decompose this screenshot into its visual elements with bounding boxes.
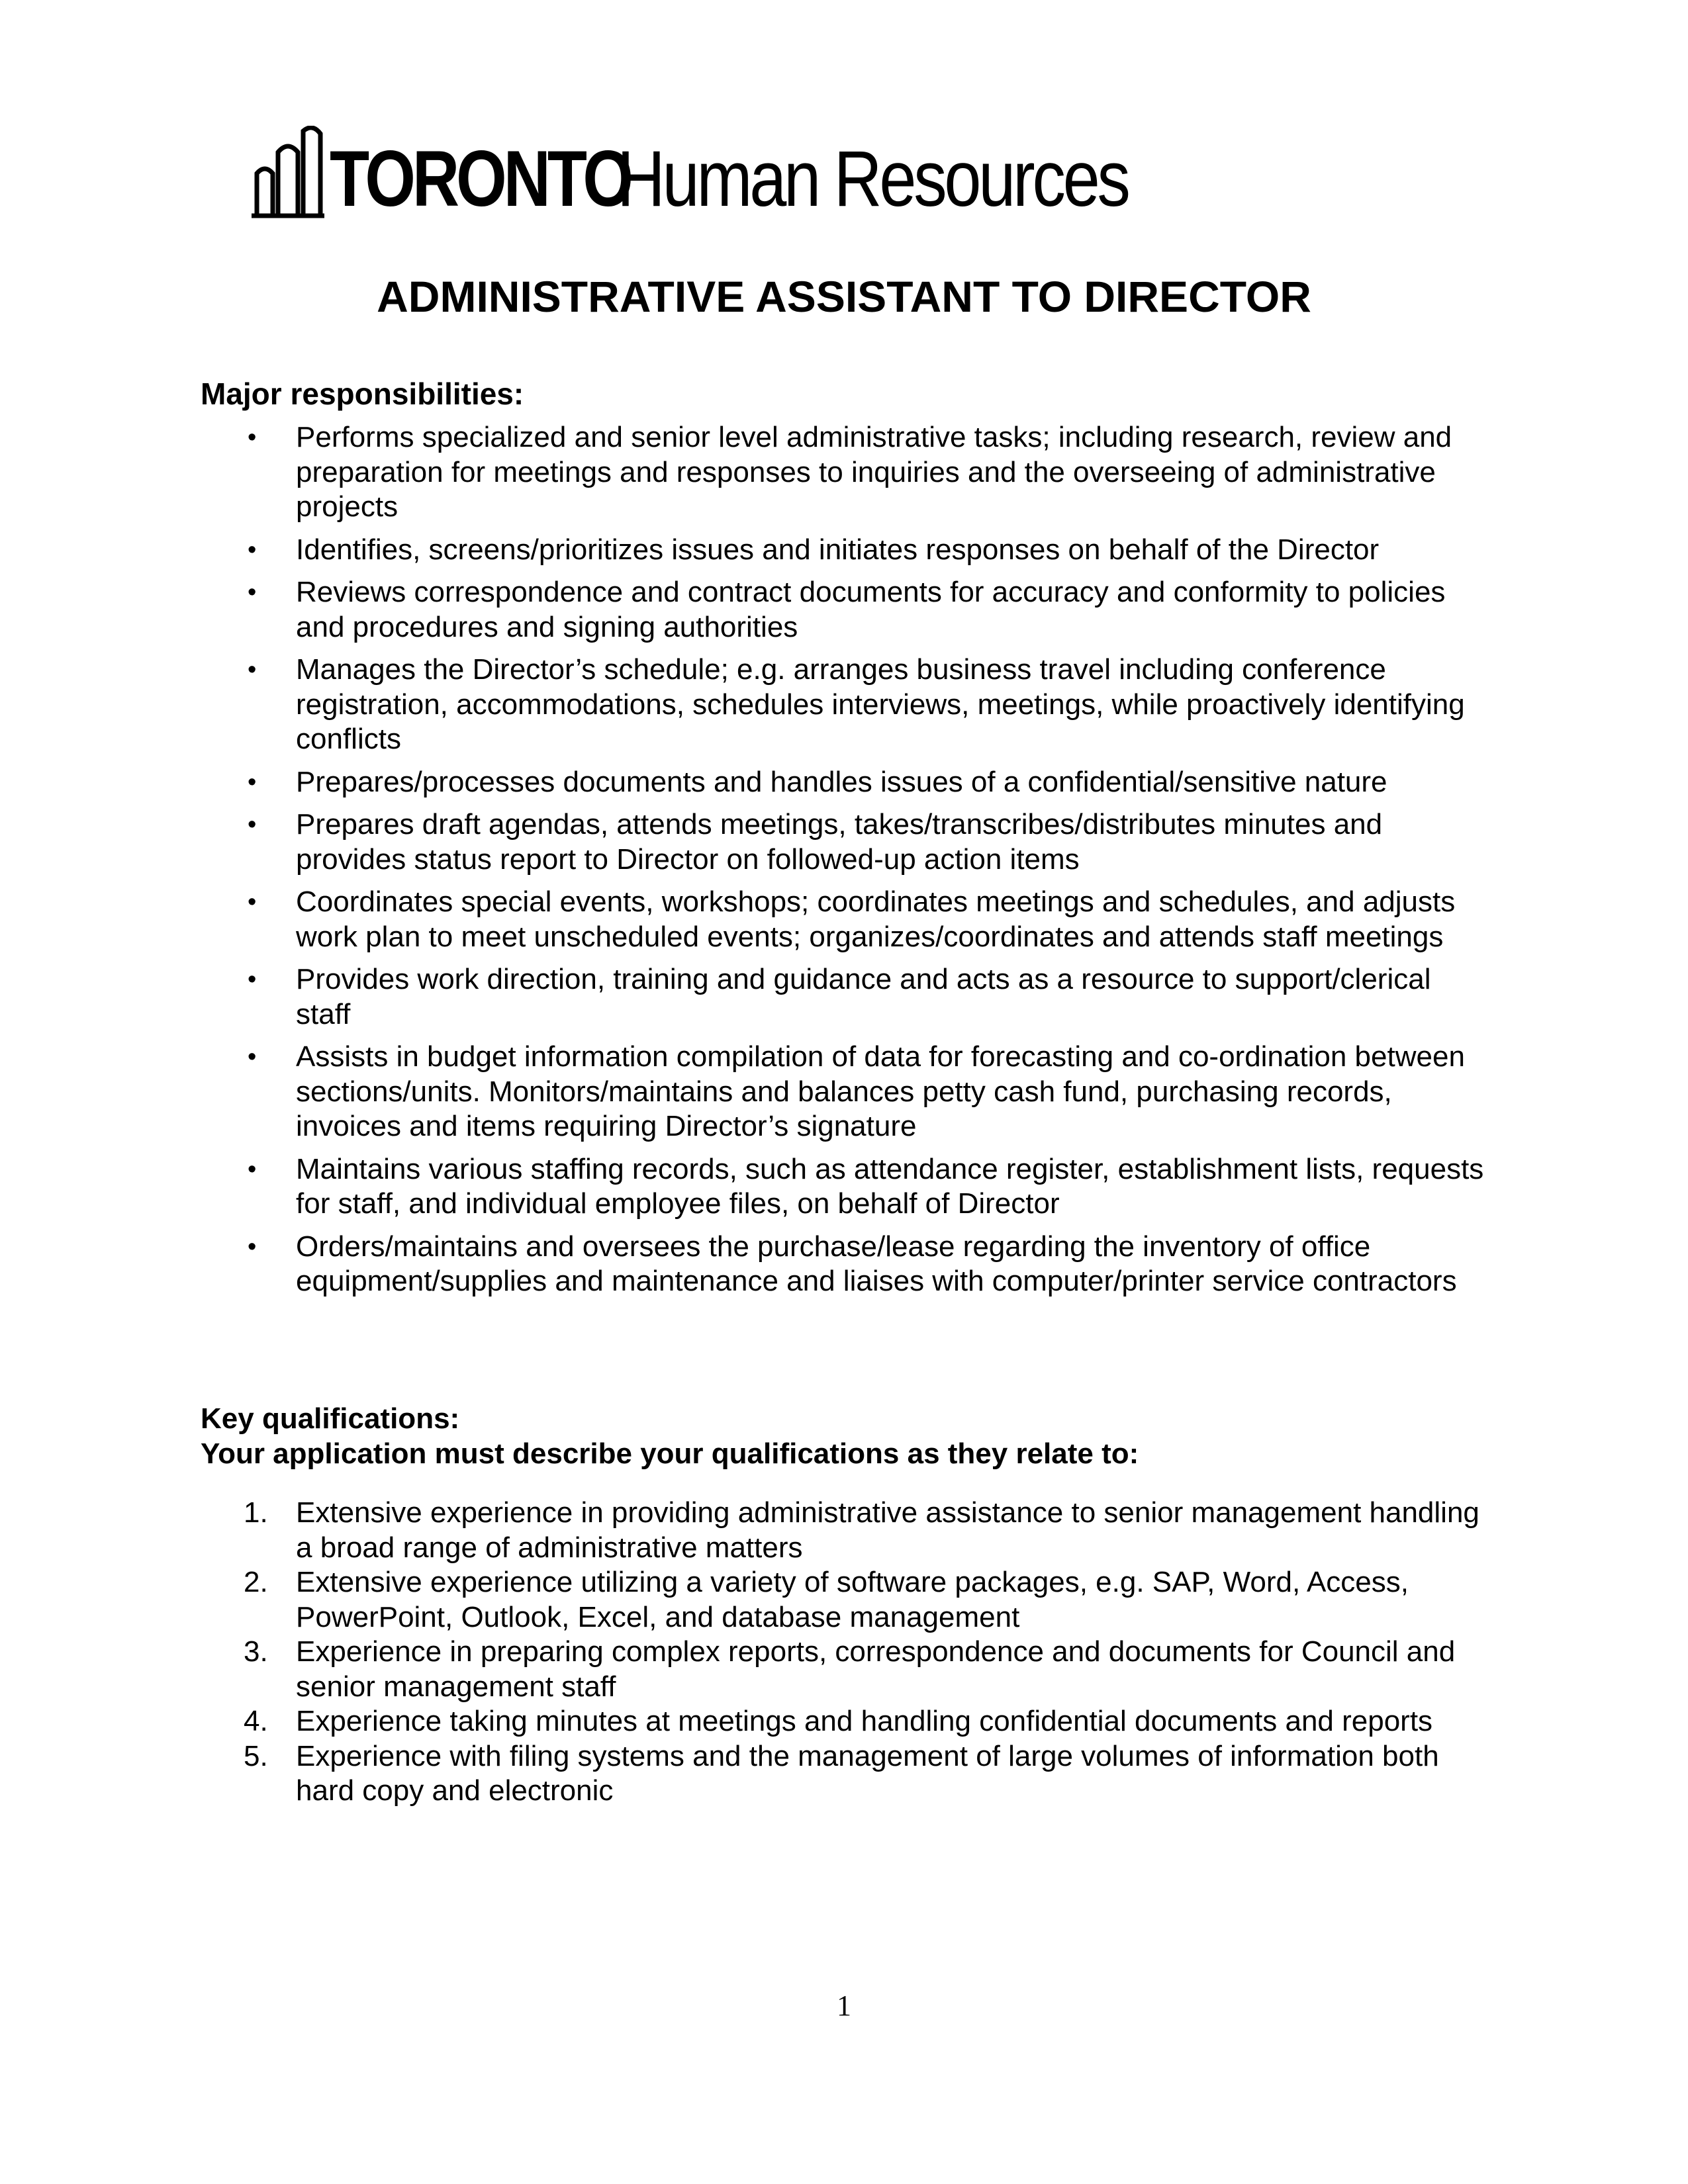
list-item <box>0 1040 1487 1144</box>
list-item-text: Maintains various staffing records, such as attendance register, establishment lists, requests for staff, and individual employee files, on behalf of Director <box>296 1152 1484 1220</box>
bullet-icon: • <box>248 535 257 564</box>
logo-wordmark: TORONTO <box>330 134 630 223</box>
page-number: 1 <box>837 1989 851 2022</box>
responsibilities-list <box>0 420 1688 1307</box>
list-item-text: Reviews correspondence and contract documents for accuracy and conformity to policies and procedures and signing authorities <box>296 576 1446 643</box>
bullet-icon: • <box>248 656 257 684</box>
list-item-text: Extensive experience utilizing a variety of software packages, e.g. SAP, Word, Access, PowerPoint, Outlook, Excel, and database management <box>296 1566 1409 1633</box>
list-item-number: 4. <box>244 1705 268 1737</box>
bullet-icon: • <box>248 578 257 606</box>
list-item-text: Manages the Director’s schedule; e.g. arranges business travel including conference registration, accommodations, schedules interviews, meetings, while proactively identifying conflicts <box>296 653 1465 755</box>
list-item <box>0 962 1487 1032</box>
bullet-icon: • <box>248 768 257 796</box>
list-item <box>0 1635 1487 1704</box>
bullet-icon: • <box>248 888 257 916</box>
list-item-text: Extensive experience in providing administrative assistance to senior management handling a broad range of administrative matters <box>296 1496 1479 1564</box>
list-item-text: Provides work direction, training and guidance and acts as a resource to support/clerical staff <box>296 963 1431 1030</box>
bullet-icon: • <box>248 1043 257 1071</box>
list-item <box>0 533 1487 568</box>
list-item <box>0 885 1487 954</box>
bullet-icon: • <box>248 811 257 839</box>
list-item <box>0 653 1487 757</box>
list-item <box>0 1739 1487 1809</box>
bullet-icon: • <box>248 424 257 451</box>
list-item-text: Orders/maintains and oversees the purchase/lease regarding the inventory of office equipment/supplies and maintenance and liaises with computer/printer service contractors <box>296 1230 1457 1297</box>
list-item-number: 2. <box>244 1566 268 1598</box>
list-item-text: Experience in preparing complex reports, correspondence and documents for Council and senior management staff <box>296 1635 1456 1703</box>
list-item-text: Assists in budget information compilation of data for forecasting and co-ordination between sections/units. Monitors/maintains and balances petty cash fund, purchasing records, invoices and items requiring Director’s signature <box>296 1040 1465 1142</box>
list-item <box>0 575 1487 645</box>
city-hall-icon <box>252 126 324 218</box>
list-item-text: Performs specialized and senior level administrative tasks; including research, review and preparation for meetings and responses to inquiries and the overseeing of administrative projects <box>296 421 1452 523</box>
list-item <box>0 1152 1487 1222</box>
list-item-text: Prepares draft agendas, attends meetings, takes/transcribes/distributes minutes and provides status report to Director on followed-up action items <box>296 808 1383 876</box>
list-item <box>0 1704 1487 1739</box>
list-item <box>0 1230 1487 1299</box>
list-item-text: Identifies, screens/prioritizes issues and initiates responses on behalf of the Director <box>296 533 1380 566</box>
list-item <box>0 1565 1487 1635</box>
list-item-text: Experience with filing systems and the management of large volumes of information both hard copy and electronic <box>296 1739 1439 1807</box>
list-item-text: Experience taking minutes at meetings and handling confidential documents and reports <box>296 1705 1433 1737</box>
key-qualifications-heading: Key qualifications: <box>201 1402 460 1435</box>
list-item-number: 3. <box>244 1635 268 1668</box>
list-item <box>0 765 1487 800</box>
list-item-number: 5. <box>244 1739 268 1772</box>
page-title: ADMINISTRATIVE ASSISTANT TO DIRECTOR <box>377 272 1311 321</box>
bullet-icon: • <box>248 1155 257 1183</box>
logo-department: Human Resources <box>617 134 1128 223</box>
list-item <box>0 807 1487 877</box>
bullet-icon: • <box>248 966 257 993</box>
qualifications-list <box>0 1496 1688 1809</box>
major-responsibilities-heading: Major responsibilities: <box>201 377 524 411</box>
list-item-text: Coordinates special events, workshops; coordinates meetings and schedules, and adjusts work plan to meet unscheduled events; organizes/coordinates and attends staff meetings <box>296 886 1456 953</box>
list-item <box>0 1496 1487 1565</box>
list-item-text: Prepares/processes documents and handles issues of a confidential/sensitive nature <box>296 765 1387 798</box>
bullet-icon: • <box>248 1232 257 1261</box>
toronto-hr-logo <box>252 126 1225 223</box>
list-item <box>0 420 1487 525</box>
list-item-number: 1. <box>244 1496 268 1529</box>
key-qualifications-subheading: Your application must describe your qualifications as they relate to: <box>201 1437 1139 1470</box>
